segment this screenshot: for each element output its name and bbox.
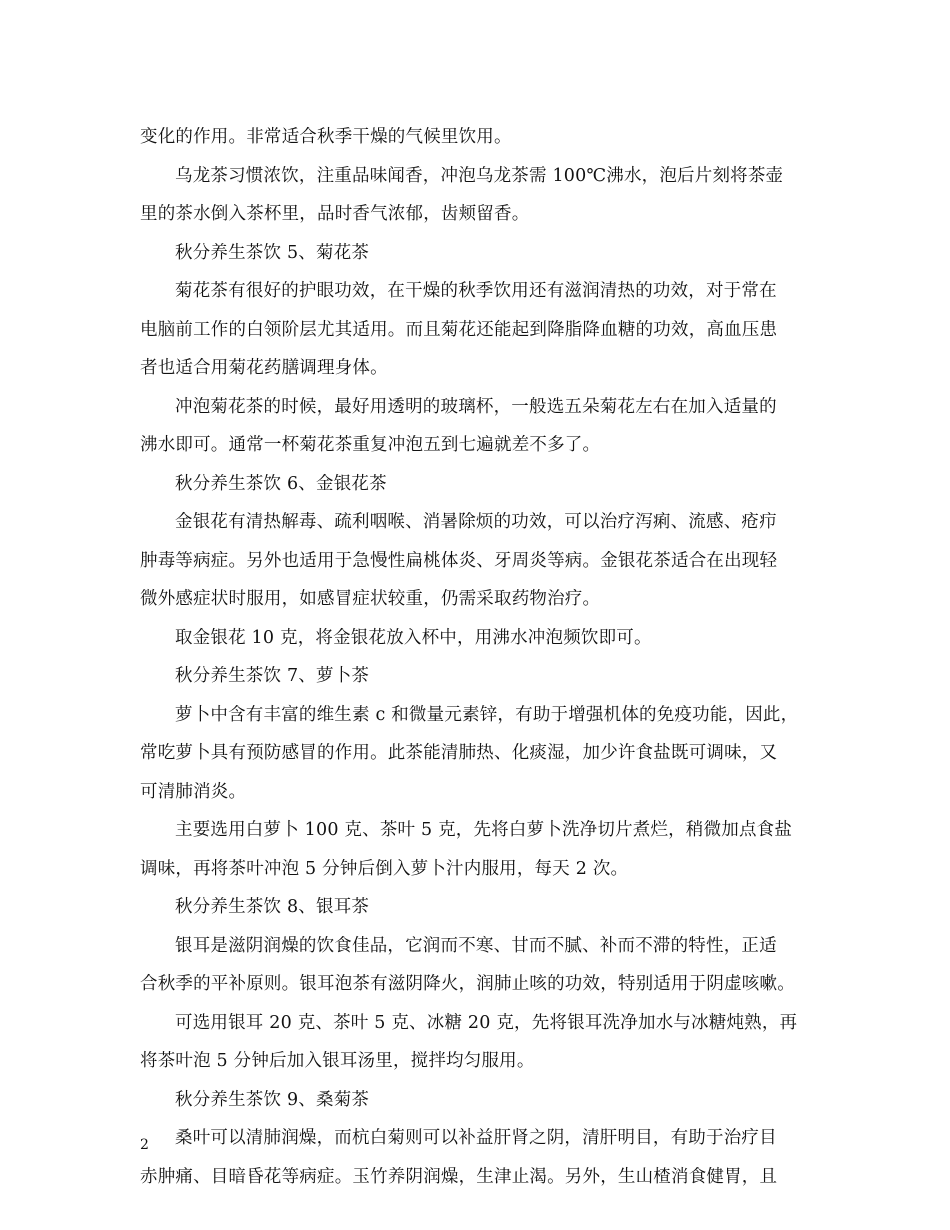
text-line: 肿毒等病症。另外也适用于急慢性扁桃体炎、牙周炎等病。金银花茶适合在出现轻	[140, 550, 778, 571]
text-line: 菊花茶有很好的护眼功效，在干燥的秋季饮用还有滋润清热的功效，对于常在	[175, 281, 777, 301]
text-line: 常吃萝卜具有预防感冒的作用。此茶能清肺热、化痰湿，加少许食盐既可调味，又	[140, 743, 778, 763]
text-line: 变化的作用。非常适合秋季干燥的气候里饮用。	[140, 127, 512, 147]
section-heading: 秋分养生茶饮 8、银耳茶	[175, 897, 370, 917]
text-line: 冲泡菊花茶的时候，最好用透明的玻璃杯，一般选五朵菊花左右在加入适量的	[175, 396, 777, 417]
section-heading: 秋分养生茶饮 7、萝卜茶	[175, 666, 370, 686]
text-line: 主要选用白萝卜 100 克、茶叶 5 克，先将白萝卜洗净切片煮烂，稍微加点食盐	[175, 820, 793, 840]
text-line: 电脑前工作的白领阶层尤其适用。而且菊花还能起到降脂降血糖的功效，高血压患	[140, 319, 778, 340]
text-line: 可选用银耳 20 克、茶叶 5 克、冰糖 20 克，先将银耳洗净加水与冰糖炖熟，再	[175, 1012, 798, 1033]
section-heading: 秋分养生茶饮 9、桑菊茶	[175, 1089, 370, 1110]
text-line: 可清肺消炎。	[140, 781, 247, 802]
text-line: 银耳是滋阴润燥的饮食佳品，它润而不寒、甘而不腻、补而不滞的特性，正适	[175, 935, 777, 956]
text-line: 乌龙茶习惯浓饮，注重品味闻香，冲泡乌龙茶需 100℃沸水，泡后片刻将茶壶	[175, 165, 784, 186]
text-line: 里的茶水倒入茶杯里，品时香气浓郁，齿颊留香。	[140, 204, 530, 224]
text-line: 取金银花 10 克，将金银花放入杯中，用沸水冲泡频饮即可。	[175, 627, 652, 648]
text-line: 沸水即可。通常一杯菊花茶重复冲泡五到七遍就差不多了。	[140, 435, 601, 455]
document-body	[140, 118, 820, 1196]
text-line: 调味，再将茶叶冲泡 5 分钟后倒入萝卜汁内服用，每天 2 次。	[140, 858, 629, 879]
text-line: 金银花有清热解毒、疏利咽喉、消暑除烦的功效，可以治疗泻痢、流感、疮疖	[175, 512, 777, 532]
page-number: 2	[140, 1137, 149, 1153]
text-line: 桑叶可以清肺润燥，而杭白菊则可以补益肝肾之阴，清肝明目，有助于治疗目	[175, 1128, 777, 1148]
text-line: 赤肿痛、目暗昏花等病症。玉竹养阴润燥，生津止渴。另外，生山楂消食健胃，且	[140, 1166, 778, 1187]
text-line: 萝卜中含有丰富的维生素 c 和微量元素锌，有助于增强机体的免疫功能，因此，	[175, 704, 799, 725]
text-line: 将茶叶泡 5 分钟后加入银耳汤里，搅拌均匀服用。	[140, 1051, 535, 1071]
text-line: 合秋季的平补原则。银耳泡茶有滋阴降火，润肺止咳的功效，特别适用于阴虚咳嗽。	[140, 974, 795, 994]
text-line: 者也适合用菊花药膳调理身体。	[140, 358, 388, 378]
section-heading: 秋分养生茶饮 6、金银花茶	[175, 473, 387, 494]
text-line: 微外感症状时服用，如感冒症状较重，仍需采取药物治疗。	[140, 589, 601, 609]
section-heading: 秋分养生茶饮 5、菊花茶	[175, 242, 370, 263]
